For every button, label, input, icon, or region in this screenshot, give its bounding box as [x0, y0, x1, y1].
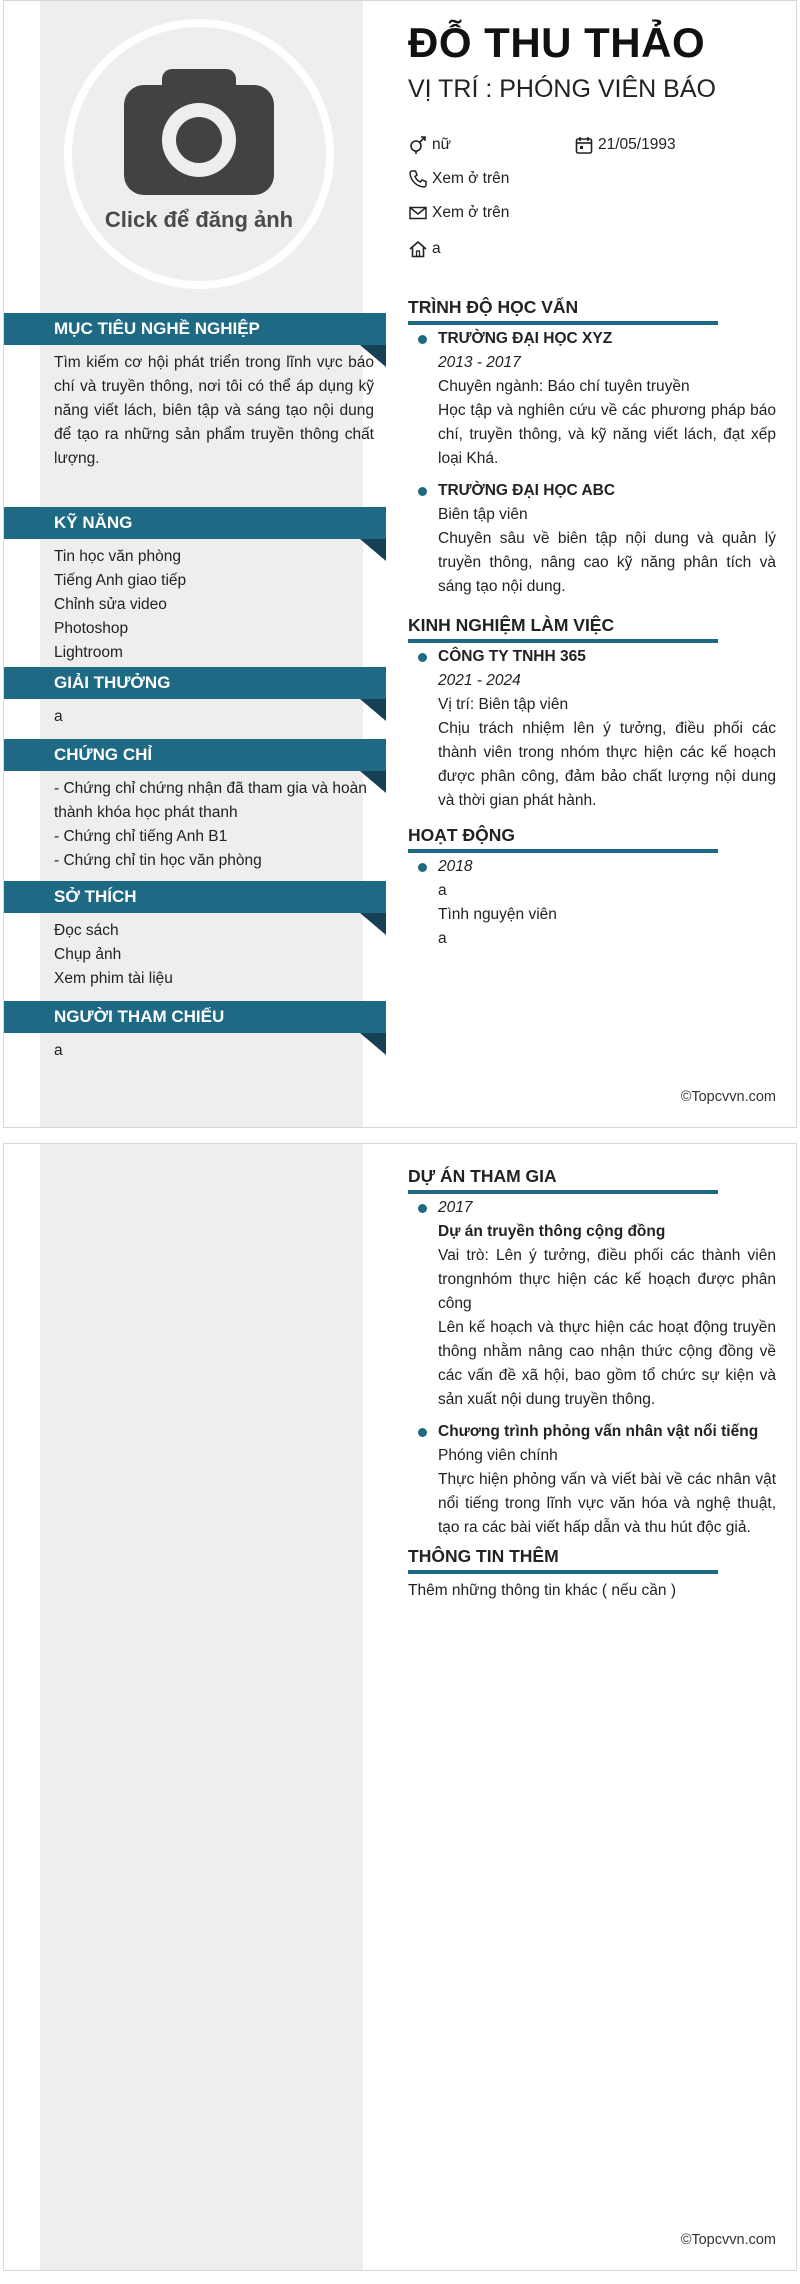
hobby-item: Đọc sách	[54, 922, 119, 939]
project-description: Lên kế hoạch và thực hiện các hoạt động truyền thông nhằm nâng cao nhận thức cộng đồng về các vấn đề xã hội, bao gồm tổ chức sự kiện và sản xuất nội dung truyền thông.	[438, 1319, 776, 1408]
skill-item: Photoshop	[54, 620, 129, 637]
home-icon	[408, 239, 428, 259]
section-title-projects: DỰ ÁN THAM GIA	[408, 1166, 718, 1194]
section-career-objective	[4, 313, 386, 471]
phone-icon	[408, 169, 428, 189]
bullet-icon	[418, 487, 427, 496]
skill-item: Tiếng Anh giao tiếp	[54, 572, 187, 589]
phone-info	[408, 169, 509, 189]
activity-description: a	[438, 930, 447, 947]
experience-description: Chịu trách nhiệm lên ý tưởng, điều phối các thành viên trong nhóm thực hiện các kế hoạch được phân công, đảm bảo chất lượng nội dung và thời gian phát hành.	[438, 720, 776, 809]
experience-list	[418, 645, 776, 813]
section-title-education: TRÌNH ĐỘ HỌC VẤN	[408, 297, 718, 325]
education-list	[418, 327, 776, 599]
activity-role: Tình nguyện viên	[438, 906, 557, 923]
footer-brand: ©Topcvvn.com	[680, 1089, 776, 1105]
skill-item: Lightroom	[54, 644, 123, 661]
awards-text: a	[54, 708, 63, 725]
camera-icon	[124, 69, 274, 195]
references-text: a	[54, 1042, 63, 1059]
section-title: KỸ NĂNG	[4, 507, 386, 539]
activity-entry	[418, 855, 776, 951]
education-major: Biên tập viên	[438, 506, 528, 523]
section-title-additional-info: THÔNG TIN THÊM	[408, 1546, 718, 1574]
certificate-item: - Chứng chỉ tiếng Anh B1	[54, 828, 228, 845]
ribbon-fold	[360, 1033, 386, 1055]
experience-role: Vị trí: Biên tập viên	[438, 696, 569, 713]
activity-year: 2018	[438, 858, 473, 875]
certificate-item: - Chứng chỉ tin học văn phòng	[54, 852, 262, 869]
hobby-item: Chụp ảnh	[54, 946, 122, 963]
skill-item: Chỉnh sửa video	[54, 596, 167, 613]
education-period: 2013 - 2017	[438, 354, 521, 371]
email-info	[408, 203, 509, 223]
certificate-item: - Chứng chỉ chứng nhận đã tham gia và hoàn thành khóa học phát thanh	[54, 780, 367, 821]
address-value: a	[432, 240, 441, 257]
calendar-icon	[574, 135, 594, 155]
section-title: SỞ THÍCH	[4, 881, 386, 913]
education-entry	[418, 327, 776, 471]
project-description: Thực hiện phỏng vấn và viết bài về các nhân vật nổi tiếng trong lĩnh vực văn hóa và nghệ thuật, tạo ra các bài viết hấp dẫn và thu hút độc giả.	[438, 1471, 776, 1536]
address-info	[408, 239, 441, 259]
school-name: TRƯỜNG ĐẠI HỌC ABC	[438, 482, 616, 499]
ribbon-fold	[360, 539, 386, 561]
company-name: CÔNG TY TNHH 365	[438, 648, 586, 665]
bullet-icon	[418, 1204, 427, 1213]
skill-item: Tin học văn phòng	[54, 548, 181, 565]
birthdate-value: 21/05/1993	[598, 136, 676, 153]
email-value: Xem ở trên	[432, 204, 510, 221]
bullet-icon	[418, 1428, 427, 1437]
projects-list	[418, 1196, 776, 1540]
bullet-icon	[418, 863, 427, 872]
project-name: Chương trình phỏng vấn nhân vật nổi tiếng	[438, 1423, 759, 1440]
gender-info	[408, 135, 451, 155]
project-entry	[418, 1196, 776, 1412]
project-role: Phóng viên chính	[438, 1447, 558, 1464]
activity-organization: a	[438, 882, 447, 899]
ribbon-fold	[360, 913, 386, 935]
section-title-experience: KINH NGHIỆM LÀM VIỆC	[408, 615, 718, 643]
section-title: CHỨNG CHỈ	[4, 739, 386, 771]
mail-icon	[408, 203, 428, 223]
school-name: TRƯỜNG ĐẠI HỌC XYZ	[438, 330, 613, 347]
avatar-upload-label: Click để đăng ảnh	[104, 207, 294, 232]
bullet-icon	[418, 653, 427, 662]
gender-icon	[408, 135, 428, 155]
experience-entry	[418, 645, 776, 813]
gender-value: nữ	[432, 136, 451, 153]
additional-info-text: Thêm những thông tin khác ( nếu cần )	[408, 1582, 677, 1599]
education-major: Chuyên ngành: Báo chí tuyên truyền	[438, 378, 690, 395]
birthdate-info	[574, 135, 676, 155]
section-title: MỤC TIÊU NGHỀ NGHIỆP	[4, 313, 386, 345]
career-objective-text: Tìm kiếm cơ hội phát triển trong lĩnh vực báo chí và truyền thông, nơi tôi có thể áp dụng kỹ năng viết lách, biên tập và sáng tạo nội dung để tạo ra những sản phẩm truyền thông chất lượng.	[54, 354, 374, 467]
candidate-position: VỊ TRÍ : PHÓNG VIÊN BÁO	[408, 75, 716, 103]
section-references	[4, 1001, 386, 1063]
section-title: GIẢI THƯỞNG	[4, 667, 386, 699]
section-awards	[4, 667, 386, 729]
ribbon-fold	[360, 699, 386, 721]
project-description: Vai trò: Lên ý tưởng, điều phối các thành viên trongnhóm thực hiện các kế hoạch được phân công	[438, 1247, 776, 1312]
bullet-icon	[418, 335, 427, 344]
experience-period: 2021 - 2024	[438, 672, 521, 689]
cv-page-1	[3, 0, 797, 1128]
sidebar-background	[40, 1144, 363, 2270]
section-skills	[4, 507, 386, 665]
section-hobbies	[4, 881, 386, 991]
section-title: NGƯỜI THAM CHIẾU	[4, 1001, 386, 1033]
education-description: Học tập và nghiên cứu về các phương pháp báo chí, truyền thông, và kỹ năng viết lách, đạt xếp loại Khá.	[438, 402, 776, 467]
education-entry	[418, 479, 776, 599]
project-entry	[418, 1420, 776, 1540]
candidate-name: ĐỖ THU THẢO	[408, 19, 706, 66]
education-description: Chuyên sâu về biên tập nội dung và quản lý truyền thông, nâng cao kỹ năng phân tích và sáng tạo nội dung.	[438, 530, 776, 595]
project-name: Dự án truyền thông cộng đồng	[438, 1223, 666, 1240]
phone-value: Xem ở trên	[432, 170, 510, 187]
activities-list	[418, 855, 776, 951]
section-title-activities: HOẠT ĐỘNG	[408, 825, 718, 853]
ribbon-fold	[360, 771, 386, 793]
project-year: 2017	[438, 1199, 473, 1216]
cv-page-2	[3, 1143, 797, 2271]
hobby-item: Xem phim tài liệu	[54, 970, 173, 987]
footer-brand: ©Topcvvn.com	[680, 2232, 776, 2248]
avatar-upload[interactable]	[64, 19, 334, 289]
section-certificates	[4, 739, 386, 873]
ribbon-fold	[360, 345, 386, 367]
